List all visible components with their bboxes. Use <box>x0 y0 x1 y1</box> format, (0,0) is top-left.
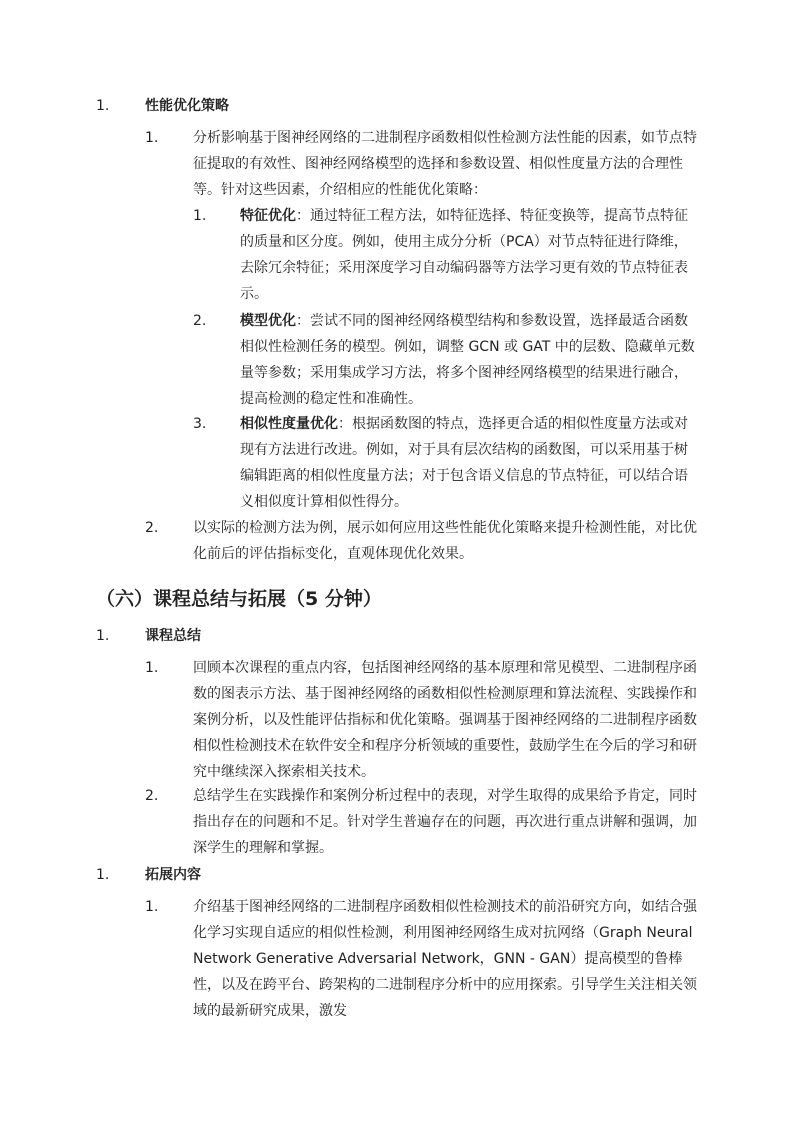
section-title-performance: 性能优化策略 <box>145 98 229 114</box>
item-label: 相似性度量优化 <box>240 416 338 432</box>
paragraph-conclusion: 总结学生在实践操作和案例分析过程中的表现，对学生取得的成果给予肯定，同时指出存在的问题和不足。针对学生普遍存在的问题，再次进行重点讲解和强调，加深学生的理解和掌握。 <box>193 788 697 856</box>
list-number: 1. <box>145 130 159 146</box>
list-number: 1. <box>96 628 110 644</box>
list-number: 1. <box>145 899 159 915</box>
section-heading: （六）课程总结与拓展（5 分钟） <box>96 588 382 610</box>
item-text: ：通过特征工程方法，如特征选择、特征变换等，提高节点特征的质量和区分度。例如，使用主成分分析（PCA）对节点特征进行降维，去除冗余特征；采用深度学习自动编码器等方法学习更有效的节点特征表示。 <box>240 208 688 302</box>
list-number: 2. <box>145 788 159 804</box>
list-number: 2. <box>145 520 159 536</box>
section-title-extension: 拓展内容 <box>145 867 201 883</box>
paragraph-factors: 分析影响基于图神经网络的二进制程序函数相似性检测方法性能的因素，如节点特征提取的有效性、图神经网络模型的选择和参数设置、相似性度量方法的合理性等。针对这些因素，介绍相应的性能优化策略： <box>193 130 697 198</box>
item-label: 模型优化 <box>240 313 296 329</box>
paragraph-example: 以实际的检测方法为例，展示如何应用这些性能优化策略来提升检测性能，对比优化前后的评估指标变化，直观体现优化效果。 <box>193 520 697 562</box>
list-number: 1. <box>96 867 110 883</box>
item-label: 特征优化 <box>240 208 296 224</box>
list-number: 1. <box>145 660 159 676</box>
list-item-model-opt <box>240 308 700 412</box>
list-number: 2. <box>193 313 207 329</box>
item-text: ：根据函数图的特点，选择更合适的相似性度量方法或对现有方法进行改进。例如，对于具有层次结构的函数图，可以采用基于树编辑距离的相似性度量方法；对于包含语义信息的节点特征，可以结合语义相似度计算相似性得分。 <box>240 416 688 510</box>
paragraph-review: 回顾本次课程的重点内容，包括图神经网络的基本原理和常见模型、二进制程序函数的图表示方法、基于图神经网络的函数相似性检测原理和算法流程、实践操作和案例分析，以及性能评估指标和优化策略。强调基于图神经网络的二进制程序函数相似性检测技术在软件安全和程序分析领域的重要性，鼓励学生在今后的学习和研究中继续深入探索相关技术。 <box>193 660 697 780</box>
list-item-feature-opt <box>240 203 700 307</box>
list-number: 1. <box>96 98 110 114</box>
section-title-summary: 课程总结 <box>145 628 201 644</box>
paragraph-frontier: 介绍基于图神经网络的二进制程序函数相似性检测技术的前沿研究方向，如结合强化学习实现自适应的相似性检测，利用图神经网络生成对抗网络（Graph Neural Network Generative Adversarial Network，GNN - GAN）提高模型的鲁棒性，以及在跨平台、跨架构的二进制程序分析中的应用探索。引导学生关注相关领域的最新研究成果，激发 <box>193 899 697 1019</box>
list-number: 3. <box>193 416 207 432</box>
item-text: ：尝试不同的图神经网络模型结构和参数设置，选择最适合函数相似性检测任务的模型。例如，调整 GCN 或 GAT 中的层数、隐藏单元数量等参数；采用集成学习方法，将多个图神经网络模型的结果进行融合，提高检测的稳定性和准确性。 <box>240 313 695 407</box>
list-item-similarity-opt <box>240 411 700 515</box>
list-number: 1. <box>193 208 207 224</box>
